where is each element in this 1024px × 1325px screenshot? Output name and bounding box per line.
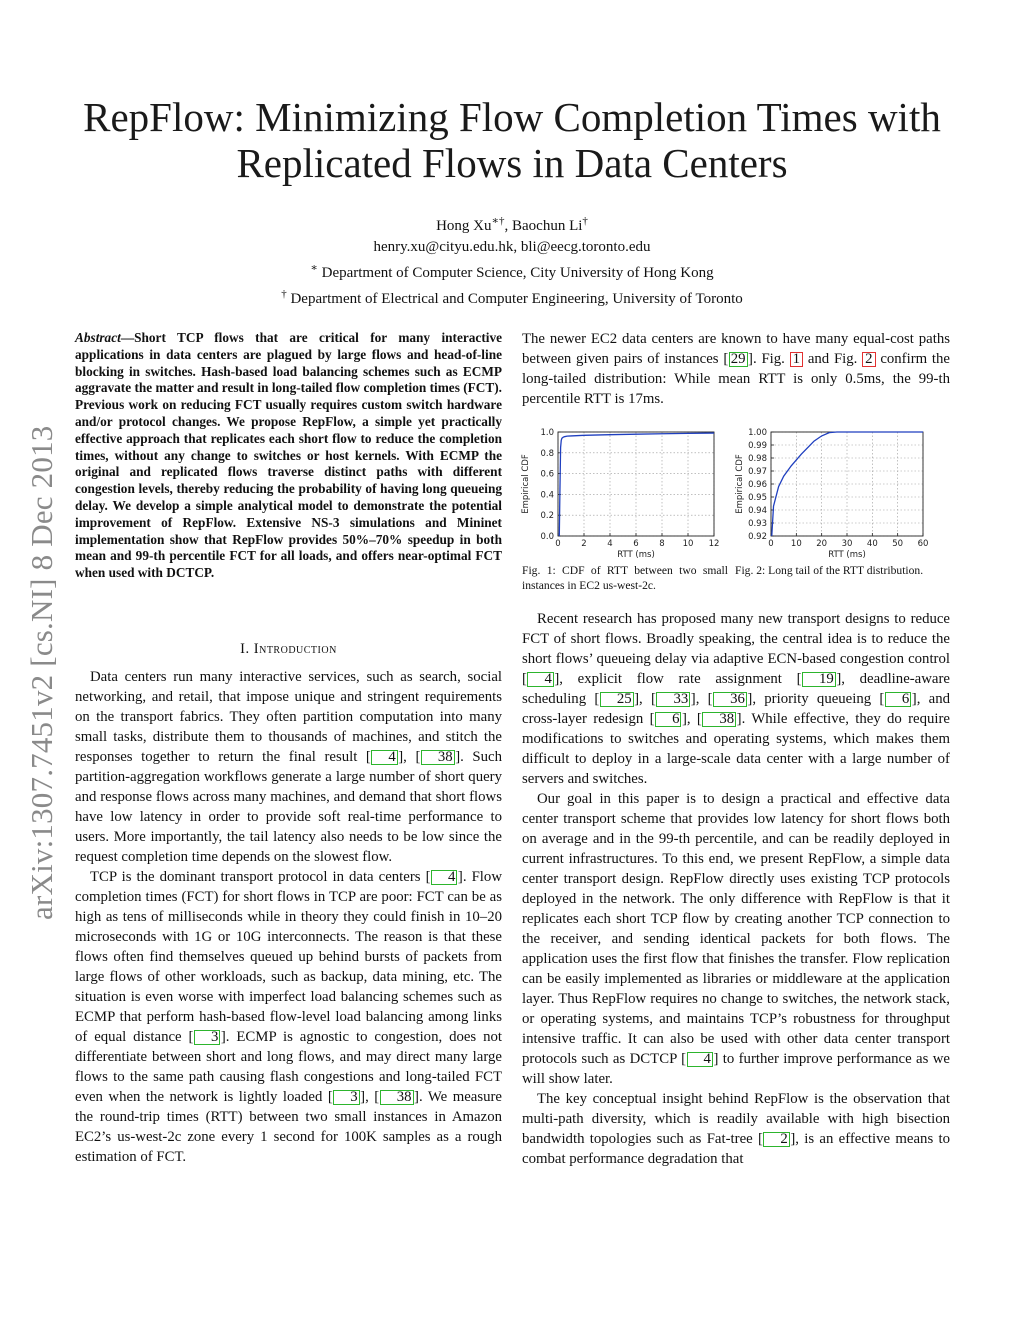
author-names xyxy=(40,211,984,237)
bracket: ] xyxy=(681,711,687,727)
y-tick-label: 0.97 xyxy=(748,467,767,477)
y-tick-label: 0.98 xyxy=(748,454,767,464)
citation-link[interactable]: 4 xyxy=(371,750,397,765)
y-tick-label: 0.99 xyxy=(748,441,767,451)
text-run: . While effective, they do require modifications to switches and operating systems, which makes them difficult to deploy in a large-scale data center with a large number of servers and switches. xyxy=(522,711,951,787)
citation-link[interactable]: 6 xyxy=(655,712,681,727)
bracket: ] xyxy=(736,711,742,727)
citation-link[interactable]: 25 xyxy=(600,692,634,707)
text-run: Data centers run many interactive services, such as search, social networking, and retail, that impose unique and stringent requirements on the transport fabrics. They often partition computation into many small tasks, distribute them to thousands of machines, and stitch the responses together to return the final result xyxy=(75,669,502,765)
citation-link[interactable]: 38 xyxy=(380,1090,414,1105)
bracket: [ xyxy=(374,1089,380,1105)
citation-link[interactable]: 36 xyxy=(713,692,747,707)
figure-1 xyxy=(520,424,725,558)
text-run: Recent research has proposed many new transport designs to reduce FCT of short flows. Broadly speaking, the central idea is to reduce the short flows’ queueing delay via adaptive ECN-based congestion control xyxy=(522,611,950,667)
bracket: [ xyxy=(415,749,421,765)
x-tick-label: 10 xyxy=(682,539,694,549)
affiliation-2-text: Department of Electrical and Computer Engineering, University of Toronto xyxy=(286,291,743,307)
y-tick-label: 0.2 xyxy=(540,511,554,522)
x-tick-label: 12 xyxy=(708,539,720,549)
bracket: [ xyxy=(365,749,371,765)
bracket: [ xyxy=(327,1089,333,1105)
bracket: [ xyxy=(757,1131,763,1147)
figure-1-chart xyxy=(520,424,725,558)
y-tick-label: 0.6 xyxy=(540,469,554,480)
figure-1-caption: Fig. 1: CDF of RTT between two small instances in EC2 us-west-2c. xyxy=(522,564,728,592)
y-tick-label: 1.00 xyxy=(748,428,767,438)
text-run: TCP is the dominant transport protocol in data centers xyxy=(90,869,426,885)
y-tick-label: 0.96 xyxy=(748,480,767,490)
author-separator: , xyxy=(504,218,512,234)
x-tick-label: 8 xyxy=(659,539,665,549)
text-run: Our goal in this paper is to design a practical and effective data center transport scheme that provides low latency for short flows both on average and in the 99-th percentile, and can be readily deployed in current infrastructures. To this end, we present RepFlow, a simple data center transport design. RepFlow directly uses existing TCP protocols deployed in the network. The only difference with RepFlow is that it replicates each short TCP flow by creating another TCP connection to the receiver, and sending identical packets for both flows. The application uses the first flow that finishes the transfer. Flow replication can be easily implemented as libraries or middleware at the application layer. Thus RepFlow requires no change to switches, the network stack, or operating systems, and maintains TCP’s robustness for throughput intensive traffic. It can also be used with other data center transport protocols such as DCTCP xyxy=(522,791,950,1067)
y-tick-label: 1.0 xyxy=(540,428,554,438)
y-tick-label: 0.4 xyxy=(540,490,554,501)
figure-2-chart xyxy=(734,424,934,558)
title-line-1: RepFlow: Minimizing Flow Completion Times with xyxy=(83,94,941,140)
figure-2-caption: Fig. 2: Long tail of the RTT distribution. xyxy=(735,564,924,577)
x-axis-label: RTT (ms) xyxy=(828,550,866,560)
right-column-body xyxy=(522,609,950,1169)
bracket: [ xyxy=(522,671,527,687)
citation-link[interactable]: 6 xyxy=(885,692,911,707)
bracket: ] xyxy=(747,691,753,707)
y-tick-label: 0.93 xyxy=(748,519,767,529)
citation-link[interactable]: 38 xyxy=(702,712,736,727)
section-number: I. xyxy=(240,641,254,657)
text-run: , priority queueing xyxy=(752,691,880,707)
bracket: ] xyxy=(713,1051,719,1067)
x-tick-label: 30 xyxy=(841,539,853,549)
x-tick-label: 2 xyxy=(581,539,587,549)
citation-link[interactable]: 4 xyxy=(431,870,457,885)
bracket: [ xyxy=(707,691,713,707)
x-tick-label: 0 xyxy=(768,539,774,549)
bracket: [ xyxy=(651,691,656,707)
author-1: Hong Xu xyxy=(436,218,492,234)
comma: , xyxy=(686,711,697,727)
bracket: [ xyxy=(188,1029,194,1045)
bracket: ] xyxy=(554,671,560,687)
abstract-text: —Short TCP flows that are critical for many interactive applications in data centers are plagued by large flows and head-of-line blocking in switches. Hash-based load balancing schemes such as ECMP aggravate the matter and result in long-tailed flow completion times (FCT). Previous work on reducing FCT usually requires custom switch hardware and/or protocol changes. We propose RepFlow, a simple yet practically effective approach that replicates each short flow to reduce the completion times, without any change to switches or host kernels. With ECMP the original and replicated flows traverse distinct paths with different congestion levels, thereby reducing the probability of having long queueing delay. We develop a simple analytical model to demonstrate the potential improvement of RepFlow. Extensive NS-3 simulations and Mininet implementation show that RepFlow provides 50%–70% speedup in both mean and 99-th percentile FCT for all loads, and offers near-optimal FCT when used with DCTCP. xyxy=(75,330,502,581)
y-tick-label: 0.92 xyxy=(748,532,767,542)
bracket: ] xyxy=(911,691,917,707)
x-tick-label: 20 xyxy=(816,539,828,549)
intro-paragraph-1 xyxy=(75,667,502,867)
abstract-label: Abstract xyxy=(75,330,121,345)
x-axis-label: RTT (ms) xyxy=(617,550,655,560)
citation-link[interactable]: 38 xyxy=(421,750,455,765)
bracket: ] xyxy=(360,1089,366,1105)
y-axis-label: Empirical CDF xyxy=(735,454,745,514)
x-tick-label: 50 xyxy=(892,539,904,549)
bracket: ] xyxy=(414,1089,419,1105)
affiliation-1-text: Department of Computer Science, City University of Hong Kong xyxy=(317,265,714,281)
citation-link[interactable]: 19 xyxy=(802,672,836,687)
text-run: . Such partition-aggregation workflows generate a large number of short query and response flows across many machines, and demand that short flows have low latency in order to provide soft real-time performance to users. More importantly, the tail latency also needs to be low since the request completion time depends on the slowest flow. xyxy=(75,749,502,865)
citation-link[interactable]: 4 xyxy=(527,672,553,687)
arxiv-identifier: arXiv:1307.7451v2 [cs.NI] 8 Dec 2013 xyxy=(24,425,59,920)
comma: , xyxy=(639,691,652,707)
comma: , xyxy=(695,691,708,707)
text-run: . ECMP is agnostic to congestion, does not differentiate between short and long flows, and may direct many large flows to the same path causing flash congestions and long-tailed FCT even when the network is lightly loaded xyxy=(75,1029,502,1105)
figure-ref-link[interactable]: 1 xyxy=(790,352,803,367)
bracket: ] xyxy=(790,1131,796,1147)
cdf-series-line xyxy=(772,432,923,536)
bracket: [ xyxy=(594,691,600,707)
text-run: , explicit flow rate assignment xyxy=(559,671,797,687)
paper-title xyxy=(40,94,984,186)
bracket: [ xyxy=(681,1051,687,1067)
cdf-series-line xyxy=(559,433,714,536)
bracket: [ xyxy=(796,671,802,687)
text-run: The newer EC2 data centers are known to have many equal-cost paths between given pairs of instances xyxy=(522,331,950,367)
right-column-top-text xyxy=(522,329,950,409)
right-paragraph-1 xyxy=(522,609,950,789)
right-paragraph-2 xyxy=(522,789,950,1089)
intro-paragraph-2 xyxy=(75,867,502,1167)
bracket: ] xyxy=(634,691,640,707)
y-axis-label: Empirical CDF xyxy=(521,454,531,514)
x-tick-label: 40 xyxy=(866,539,878,549)
right-paragraph-0 xyxy=(522,329,950,409)
citation-link[interactable]: 3 xyxy=(194,1030,220,1045)
bracket: [ xyxy=(425,869,431,885)
author-emails: henry.xu@cityu.edu.hk, bli@eecg.toronto.edu xyxy=(373,239,651,255)
title-line-2: Replicated Flows in Data Centers xyxy=(236,140,788,186)
text-run: , deadline-aware scheduling xyxy=(522,671,950,707)
y-tick-label: 0.94 xyxy=(748,506,767,516)
bracket: ] xyxy=(748,351,753,367)
bracket: [ xyxy=(723,351,729,367)
y-tick-label: 0.8 xyxy=(540,448,554,459)
bracket: [ xyxy=(696,711,702,727)
affiliation-1 xyxy=(40,258,984,284)
text-run: . We measure the round-trip times (RTT) between two small instances in Amazon EC2’s us-west-2c zone every 1 second for 100K samples as a rough estimation of FCT. xyxy=(75,1089,502,1165)
bracket: ] xyxy=(836,671,842,687)
right-paragraph-3 xyxy=(522,1089,950,1169)
bracket: [ xyxy=(879,691,885,707)
y-tick-label: 0.95 xyxy=(748,493,767,503)
bracket: ] xyxy=(398,749,404,765)
text-run: . Flow completion times (FCT) for short flows in TCP are poor: FCT can be as high as tens of milliseconds while in theory they could finish in 10–20 microseconds with 1G or 10G interconnects. The reason is that these flows often find themselves queued up behind bursts of packets from large flows of other workloads, such as backup, data mining, etc. The situation is even worse with imperfect load balancing schemes such as ECMP that perform hash-based flow-level load balancing among links of equal distance xyxy=(75,869,503,1045)
bracket: ] xyxy=(220,1029,226,1045)
x-tick-label: 0 xyxy=(555,539,561,549)
author-2: Baochun Li xyxy=(512,218,583,234)
section-heading-introduction xyxy=(75,641,502,658)
bracket: [ xyxy=(649,711,655,727)
figure-2 xyxy=(734,424,934,558)
bracket: ] xyxy=(457,869,463,885)
citation-link[interactable]: 33 xyxy=(656,692,690,707)
bracket: ] xyxy=(455,749,461,765)
y-tick-label: 0.0 xyxy=(540,532,554,542)
author-1-marks: ∗† xyxy=(491,215,505,227)
bracket: ] xyxy=(690,691,696,707)
citation-link[interactable]: 4 xyxy=(687,1052,713,1067)
x-tick-label: 4 xyxy=(607,539,613,549)
x-tick-label: 10 xyxy=(790,539,802,549)
comma: , xyxy=(403,749,416,765)
citation-link[interactable]: 2 xyxy=(763,1132,789,1147)
citation-link[interactable]: 29 xyxy=(730,351,746,367)
affiliation-2-mark: † xyxy=(281,288,287,300)
citation-link[interactable]: 3 xyxy=(333,1090,359,1105)
abstract xyxy=(75,330,502,582)
x-tick-label: 6 xyxy=(633,539,639,549)
section-title: Introduction xyxy=(253,641,337,657)
text-run: , is an effective means to combat performance degradation that xyxy=(522,1131,950,1167)
affiliation-1-mark: ∗ xyxy=(310,262,318,274)
text-run: The key conceptual insight behind RepFlow is the observation that multi-path diversity, which is readily available with high bisection bandwidth topologies such as Fat-tree xyxy=(522,1091,950,1147)
affiliation-2 xyxy=(40,284,984,310)
text-run: confirm the long-tailed distribution: While mean RTT is only 0.5ms, the 99-th percentile RTT is 17ms. xyxy=(522,351,951,407)
author-2-marks: † xyxy=(582,215,588,227)
author-block xyxy=(40,211,984,310)
text-run: , and cross-layer redesign xyxy=(522,691,951,727)
comma: , xyxy=(365,1089,375,1105)
text-run: to further improve performance as we will show later. xyxy=(522,1051,950,1087)
text-run: and Fig. xyxy=(803,351,863,367)
text-run: . Fig. xyxy=(752,351,790,367)
introduction-body xyxy=(75,667,502,1167)
figure-ref-link[interactable]: 2 xyxy=(862,352,875,367)
x-tick-label: 60 xyxy=(917,539,929,549)
